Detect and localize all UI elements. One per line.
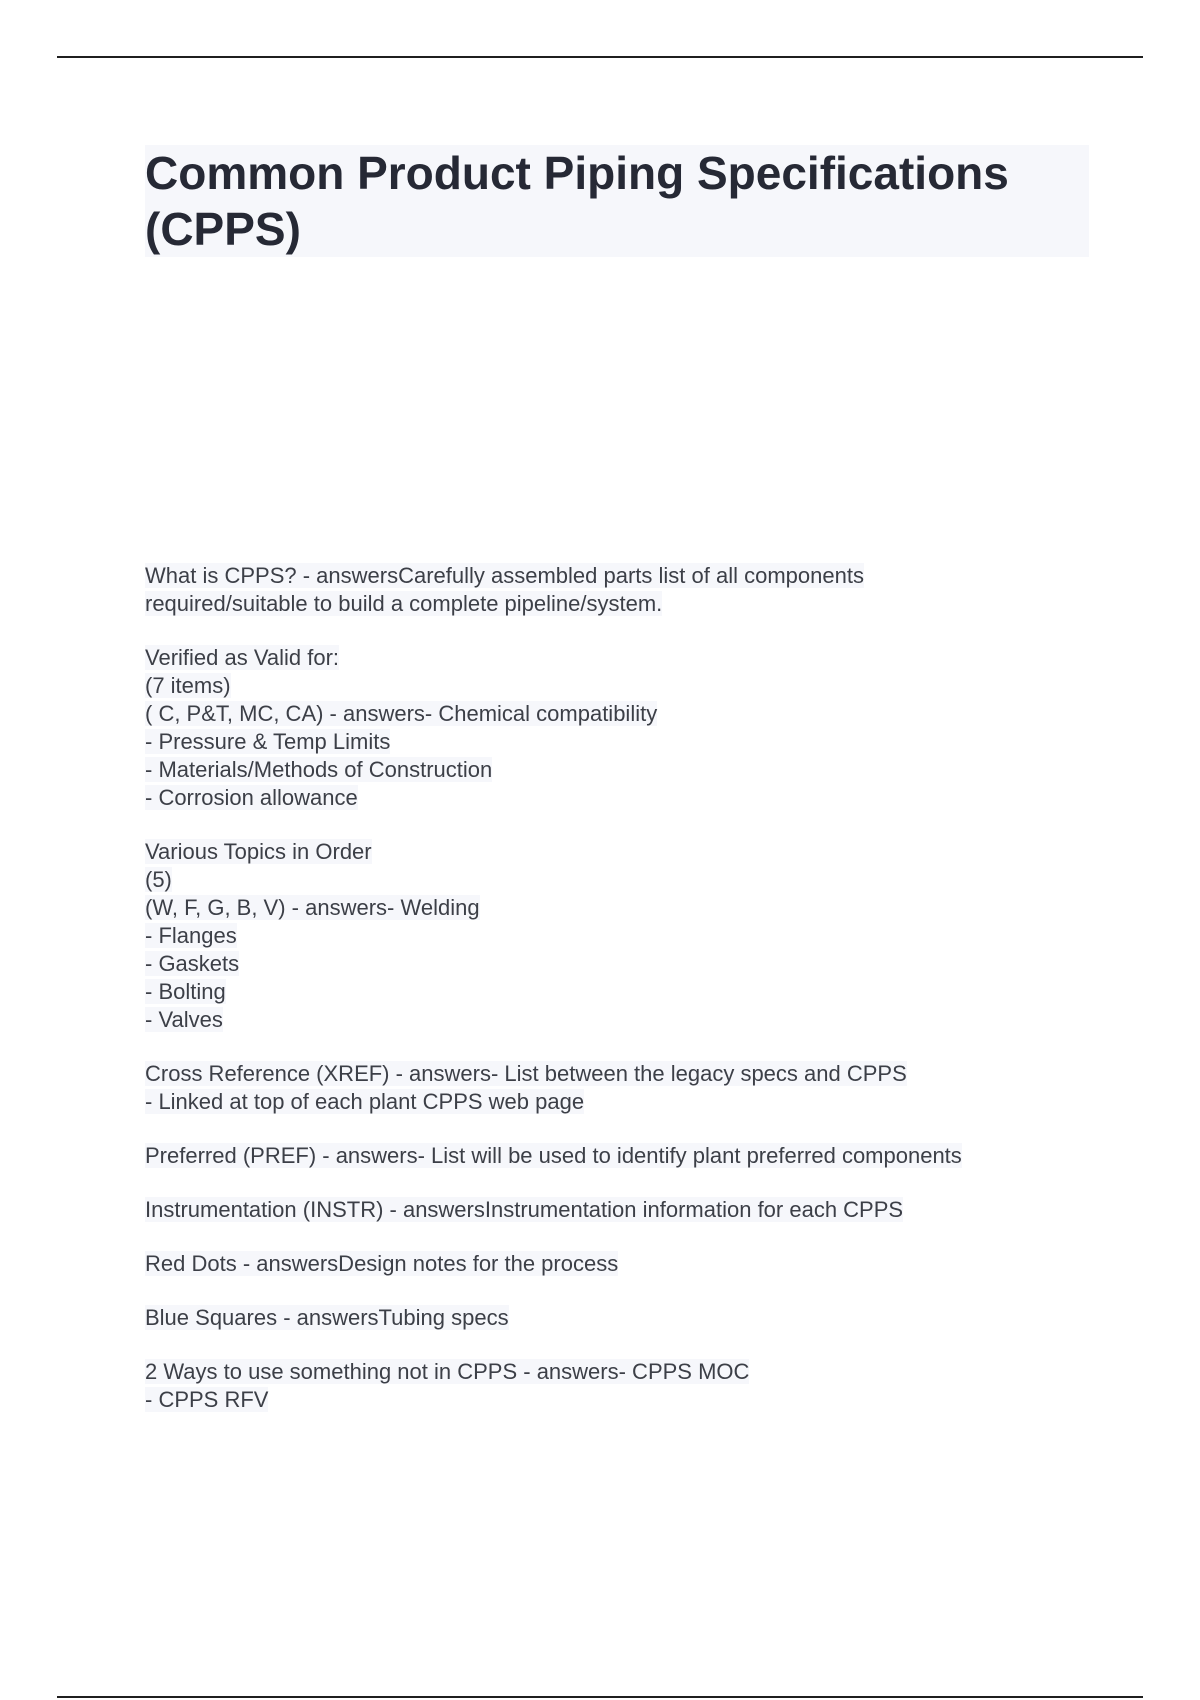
flashcard-instrumentation <box>145 1196 1105 1224</box>
text-line: - CPPS RFV <box>145 1387 269 1412</box>
text-line: What is CPPS? - answersCarefully assembled parts list of all components <box>145 563 864 588</box>
bottom-rule <box>57 1696 1143 1698</box>
text-line: - Valves <box>145 1007 223 1032</box>
text-line: - Linked at top of each plant CPPS web page <box>145 1089 585 1114</box>
flashcard-preferred <box>145 1142 1105 1170</box>
text-line: - Materials/Methods of Construction <box>145 757 493 782</box>
text-line: required/suitable to build a complete pipeline/system. <box>145 591 663 616</box>
text-line: Instrumentation (INSTR) - answersInstrumentation information for each CPPS <box>145 1197 904 1222</box>
text-line: - Corrosion allowance <box>145 785 358 810</box>
text-line: (7 items) <box>145 673 231 698</box>
top-rule <box>57 56 1143 58</box>
text-line: Red Dots - answersDesign notes for the process <box>145 1251 619 1276</box>
text-line: - Pressure & Temp Limits <box>145 729 391 754</box>
text-line: Blue Squares - answersTubing specs <box>145 1305 509 1330</box>
flashcard-list <box>145 562 1105 1440</box>
text-line: 2 Ways to use something not in CPPS - answers- CPPS MOC <box>145 1359 750 1384</box>
text-line: ( C, P&T, MC, CA) - answers- Chemical compatibility <box>145 701 658 726</box>
flashcard-red-dots <box>145 1250 1105 1278</box>
title-block <box>145 145 1089 257</box>
flashcard-verified-as-valid <box>145 644 1105 812</box>
text-line: - Bolting <box>145 979 226 1004</box>
flashcard-what-is-cpps <box>145 562 1105 618</box>
flashcard-various-topics <box>145 838 1105 1034</box>
text-line: - Flanges <box>145 923 237 948</box>
text-line: Various Topics in Order <box>145 839 372 864</box>
text-line: - Gaskets <box>145 951 240 976</box>
text-line: (5) <box>145 867 172 892</box>
text-line: (W, F, G, B, V) - answers- Welding <box>145 895 480 920</box>
text-line: Cross Reference (XREF) - answers- List between the legacy specs and CPPS <box>145 1061 907 1086</box>
flashcard-blue-squares <box>145 1304 1105 1332</box>
flashcard-cross-reference <box>145 1060 1105 1116</box>
document-title-line-1: Common Product Piping Specifications <box>145 147 1009 199</box>
text-line: Verified as Valid for: <box>145 645 340 670</box>
document-title <box>145 145 1089 257</box>
document-title-line-2: (CPPS) <box>145 203 301 255</box>
text-line: Preferred (PREF) - answers- List will be used to identify plant preferred components <box>145 1143 962 1168</box>
flashcard-two-ways <box>145 1358 1105 1414</box>
